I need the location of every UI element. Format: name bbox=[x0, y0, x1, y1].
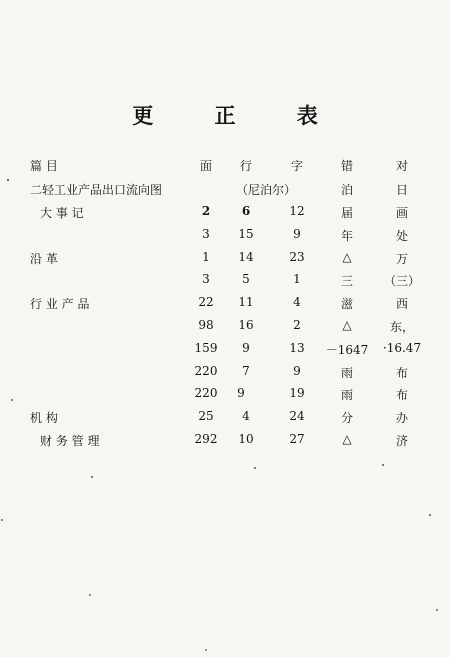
row-page: 220 bbox=[194, 386, 218, 400]
row-page: 220 bbox=[194, 364, 218, 378]
row-correct: 万 bbox=[395, 252, 408, 266]
table-row bbox=[0, 386, 450, 406]
row-line: 16 bbox=[238, 318, 254, 332]
row-line: 9 bbox=[237, 386, 245, 400]
header-error: 错 bbox=[340, 159, 353, 173]
row-error: 泊 bbox=[340, 183, 353, 197]
row-section: 机 构 bbox=[30, 411, 58, 425]
row-section: 二轻工业产品出口流向图 bbox=[30, 183, 163, 197]
row-char: 24 bbox=[289, 409, 305, 423]
row-page: 2 bbox=[201, 204, 211, 218]
header-page: 面 bbox=[199, 159, 212, 173]
row-char: 9 bbox=[293, 227, 301, 241]
row-error: △ bbox=[342, 250, 352, 264]
header-char: 字 bbox=[290, 159, 303, 173]
table-row bbox=[0, 318, 450, 338]
table-header bbox=[0, 157, 450, 177]
row-section: 大 事 记 bbox=[40, 206, 84, 220]
row-line: 11 bbox=[238, 295, 254, 309]
row-correct: （三） bbox=[383, 274, 420, 288]
row-correct: 东， bbox=[389, 320, 414, 334]
row-char: 19 bbox=[289, 386, 305, 400]
row-correct: 处 bbox=[395, 229, 408, 243]
row-correct: 西 bbox=[395, 297, 408, 311]
header-line: 行 bbox=[239, 159, 252, 173]
row-correct: 画 bbox=[395, 206, 408, 220]
row-page: 25 bbox=[198, 409, 214, 423]
row-correct: 办 bbox=[395, 411, 408, 425]
page-title: 更 正 表 bbox=[132, 103, 345, 128]
row-error: 分 bbox=[340, 411, 353, 425]
row-page: 98 bbox=[198, 318, 214, 332]
row-error: 滋 bbox=[340, 297, 353, 311]
row-correct: ·16.47 bbox=[382, 341, 422, 355]
row-page: 22 bbox=[198, 295, 214, 309]
row-correct: 布 bbox=[395, 366, 408, 380]
row-line: 14 bbox=[238, 250, 254, 264]
row-error: △ bbox=[342, 432, 352, 446]
row-line: 10 bbox=[238, 432, 254, 446]
row-char: 13 bbox=[289, 341, 305, 355]
row-page: 292 bbox=[194, 432, 218, 446]
row-page: 3 bbox=[202, 272, 210, 286]
row-error: 雨 bbox=[340, 388, 353, 402]
row-section: 财 务 管 理 bbox=[40, 434, 100, 448]
row-line: 7 bbox=[242, 364, 250, 378]
row-error: 雨 bbox=[340, 366, 353, 380]
row-char: 2 bbox=[293, 318, 301, 332]
row-char: 1 bbox=[293, 272, 301, 286]
row-error: 年 bbox=[340, 229, 353, 243]
table-row bbox=[0, 409, 450, 429]
table-row bbox=[0, 181, 450, 201]
table-row bbox=[0, 295, 450, 315]
row-correct: 日 bbox=[395, 183, 408, 197]
row-page: 159 bbox=[194, 341, 218, 355]
row-correct: 布 bbox=[395, 388, 408, 402]
row-section: 行 业 产 品 bbox=[30, 297, 90, 311]
row-error: 三 bbox=[340, 274, 353, 288]
row-line: 15 bbox=[238, 227, 254, 241]
row-line: 5 bbox=[242, 272, 250, 286]
row-page: 3 bbox=[202, 227, 210, 241]
row-page: 1 bbox=[202, 250, 210, 264]
header-section: 篇 目 bbox=[30, 159, 58, 173]
row-error: 届 bbox=[340, 206, 353, 220]
row-char: 27 bbox=[289, 432, 305, 446]
table-row bbox=[0, 364, 450, 384]
table-row bbox=[0, 250, 450, 270]
table-row bbox=[0, 272, 450, 292]
row-line: 9 bbox=[242, 341, 250, 355]
row-line: 4 bbox=[242, 409, 250, 423]
table-row bbox=[0, 432, 450, 452]
row-section: 沿 革 bbox=[30, 252, 58, 266]
row-line: （尼泊尔） bbox=[236, 183, 297, 197]
row-error: △ bbox=[342, 318, 352, 332]
header-correct: 对 bbox=[395, 159, 408, 173]
row-char: 23 bbox=[289, 250, 305, 264]
table-row bbox=[0, 227, 450, 247]
row-char: 9 bbox=[293, 364, 301, 378]
row-char: 12 bbox=[289, 204, 305, 218]
row-correct: 济 bbox=[395, 434, 408, 448]
table-row bbox=[0, 341, 450, 361]
row-char: 4 bbox=[293, 295, 301, 309]
table-row bbox=[0, 204, 450, 224]
row-line: 6 bbox=[241, 204, 251, 218]
row-error: －1647 bbox=[325, 343, 369, 357]
